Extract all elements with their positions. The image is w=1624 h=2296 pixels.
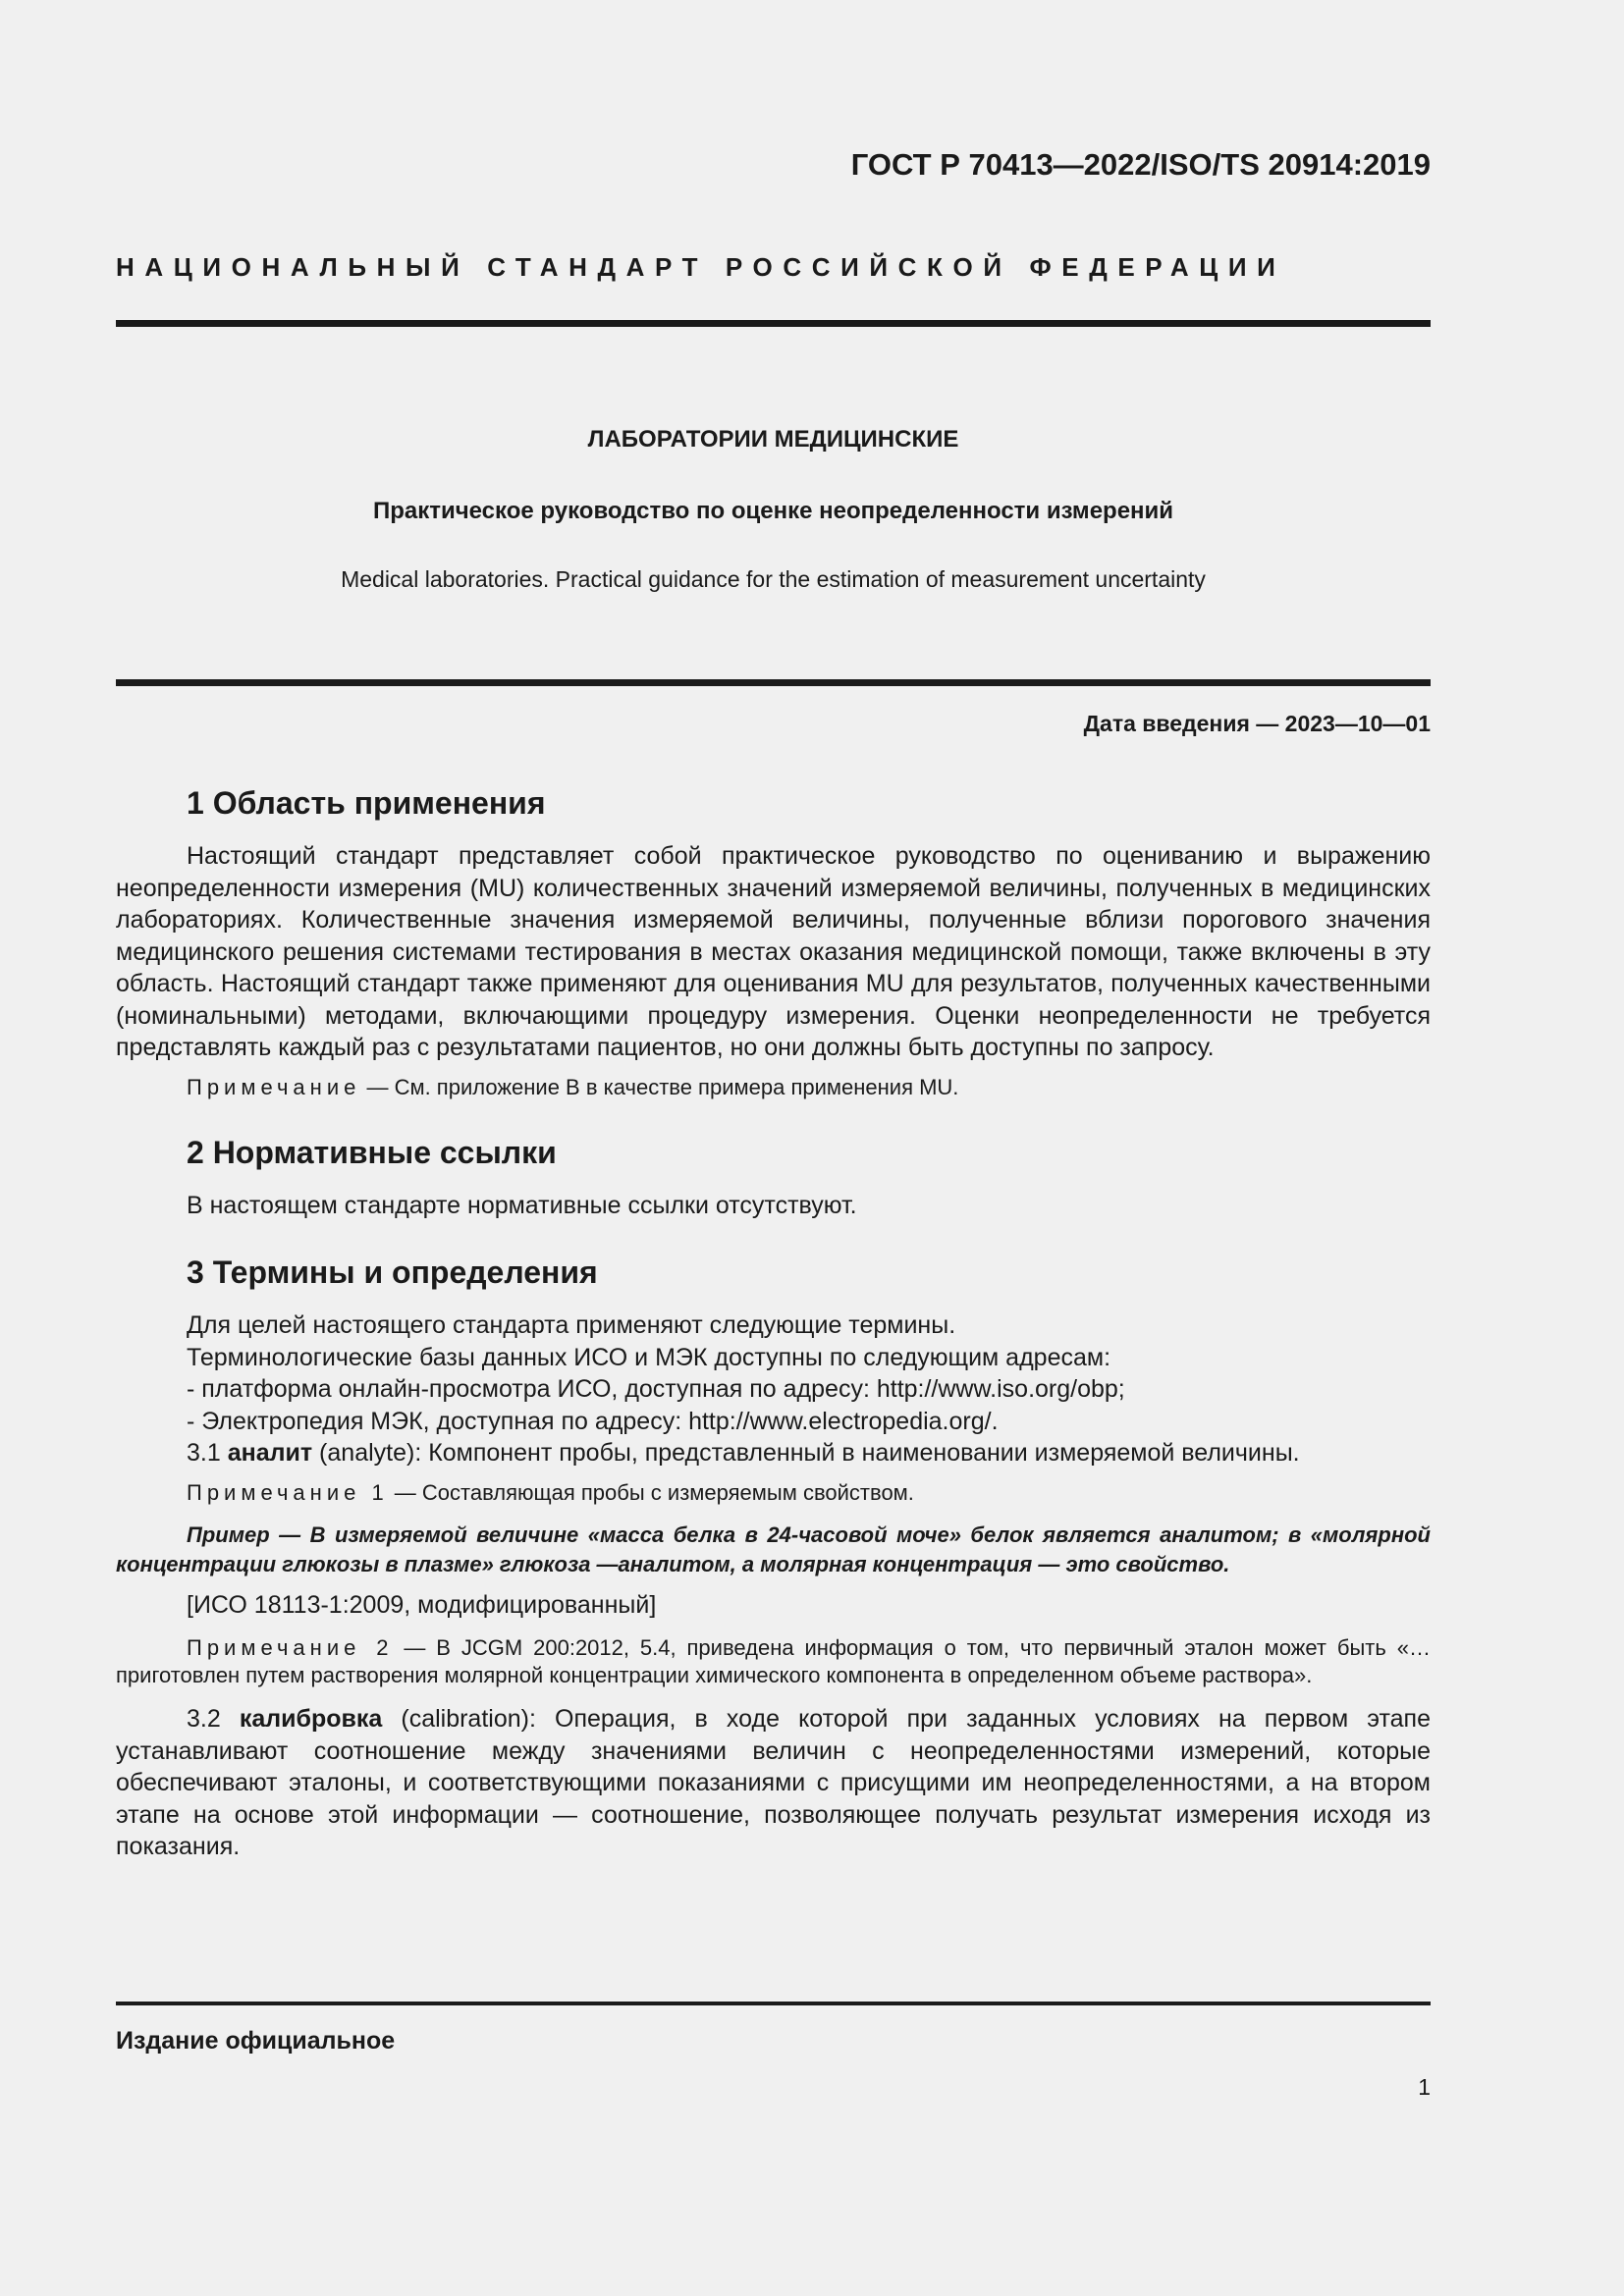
footer-rule bbox=[116, 2002, 1431, 2005]
note-text: — См. приложение В в качестве примера применения MU. bbox=[360, 1074, 959, 1099]
section-2-paragraph: В настоящем стандарте нормативные ссылки отсутствуют. bbox=[187, 1191, 857, 1219]
title-rule bbox=[116, 679, 1431, 686]
term-3-1-note-2 bbox=[116, 1634, 1431, 1689]
term-3-2 bbox=[116, 1703, 1431, 1863]
note-text: — Составляющая пробы с измеряемым свойством. bbox=[388, 1479, 914, 1505]
section-3-heading: 3 Термины и определения bbox=[187, 1255, 598, 1290]
document-title-english: Medical laboratories. Practical guidance for the estimation of measurement uncertainty bbox=[341, 566, 1206, 592]
term-3-2-number: 3.2 bbox=[187, 1705, 240, 1733]
section-2-heading: 2 Нормативные ссылки bbox=[187, 1134, 557, 1170]
section-3-intro-3: - платформа онлайн-просмотра ИСО, доступная по адресу: http://www.iso.org/obp; bbox=[187, 1375, 1125, 1403]
term-3-2-term: калибровка bbox=[239, 1705, 383, 1733]
document-title: ЛАБОРАТОРИИ МЕДИЦИНСКИЕ bbox=[587, 426, 959, 453]
page-number: 1 bbox=[1418, 2074, 1431, 2100]
term-3-1-note-1 bbox=[116, 1479, 1431, 1507]
header-rule bbox=[116, 320, 1431, 327]
term-3-1-number: 3.1 bbox=[187, 1439, 228, 1467]
note-label: Примечание bbox=[187, 1074, 361, 1099]
document-body bbox=[116, 775, 1431, 1863]
document-subtitle: Практическое руководство по оценке неопределенности измерений bbox=[372, 498, 1174, 524]
term-3-1 bbox=[116, 1437, 1431, 1469]
title-block bbox=[116, 420, 1431, 599]
section-3-intro-2: Терминологические базы данных ИСО и МЭК доступны по следующим адресам: bbox=[187, 1343, 1111, 1371]
term-3-1-source: [ИСО 18113-1:2009, модифицированный] bbox=[187, 1590, 657, 1619]
national-standard-label: НАЦИОНАЛЬНЫЙ СТАНДАРТ РОССИЙСКОЙ ФЕДЕРАЦИИ bbox=[116, 252, 1286, 282]
term-3-1-term: аналит bbox=[227, 1439, 313, 1467]
document-code: ГОСТ Р 70413—2022/ISO/TS 20914:2019 bbox=[850, 147, 1431, 182]
section-1-note bbox=[116, 1074, 1431, 1101]
note-text: — В JCGM 200:2012, 5.4, приведена информация о том, что первичный эталон может быть «…приготовлен путем растворения молярной концентрации химического компонента в определенном объеме раствора». bbox=[116, 1635, 1431, 1687]
section-3-intro-1: Для целей настоящего стандарта применяют следующие термины. bbox=[187, 1311, 956, 1339]
official-edition-label: Издание официальное bbox=[116, 2027, 396, 2055]
term-3-2-definition: (calibration): Операция, в ходе которой при заданных условиях на первом этапе устанавливают соотношение между значениями величин с неопределенностями измерений, которые обеспечивают эталоны, и соответствующими показаниями с присущими им неопределенностями, а на втором этапе на основе этой информации — соотношение, позволяющее получать результат измерения исходя из показания. bbox=[116, 1705, 1431, 1860]
introduction-date: Дата введения — 2023—10—01 bbox=[1083, 711, 1431, 736]
term-3-1-definition: (analyte): Компонент пробы, представленный в наименовании измеряемой величины. bbox=[312, 1439, 1300, 1467]
section-1-heading: 1 Область применения bbox=[187, 785, 546, 821]
note-label: Примечание 2 bbox=[187, 1635, 394, 1660]
term-3-1-example: Пример — В измеряемой величине «масса белка в 24-часовой моче» белок является аналитом; в «молярной концентрации глюкозы в плазме» глюкоза —аналитом, а молярная концентрация — это свойство. bbox=[116, 1522, 1431, 1576]
section-1-paragraph: Настоящий стандарт представляет собой практическое руководство по оцениванию и выражению неопределенности измерения (MU) количественных значений измеряемой величины, полученных в медицинских лабораториях. Количественные значения измеряемой величины, полученные вблизи порогового значения медицинского решения системами тестирования в местах оказания медицинской помощи, также включены в эту область. Настоящий стандарт также применяют для оценивания MU для результатов, полученных качественными (номинальными) методами, включающими процедуру измерения. Оценки неопределенности не требуется представлять каждый раз с результатами пациентов, но они должны быть доступны по запросу. bbox=[116, 842, 1431, 1061]
section-3-intro-4: - Электропедия МЭК, доступная по адресу: http://www.electropedia.org/. bbox=[187, 1407, 999, 1435]
note-label: Примечание 1 bbox=[187, 1479, 389, 1505]
